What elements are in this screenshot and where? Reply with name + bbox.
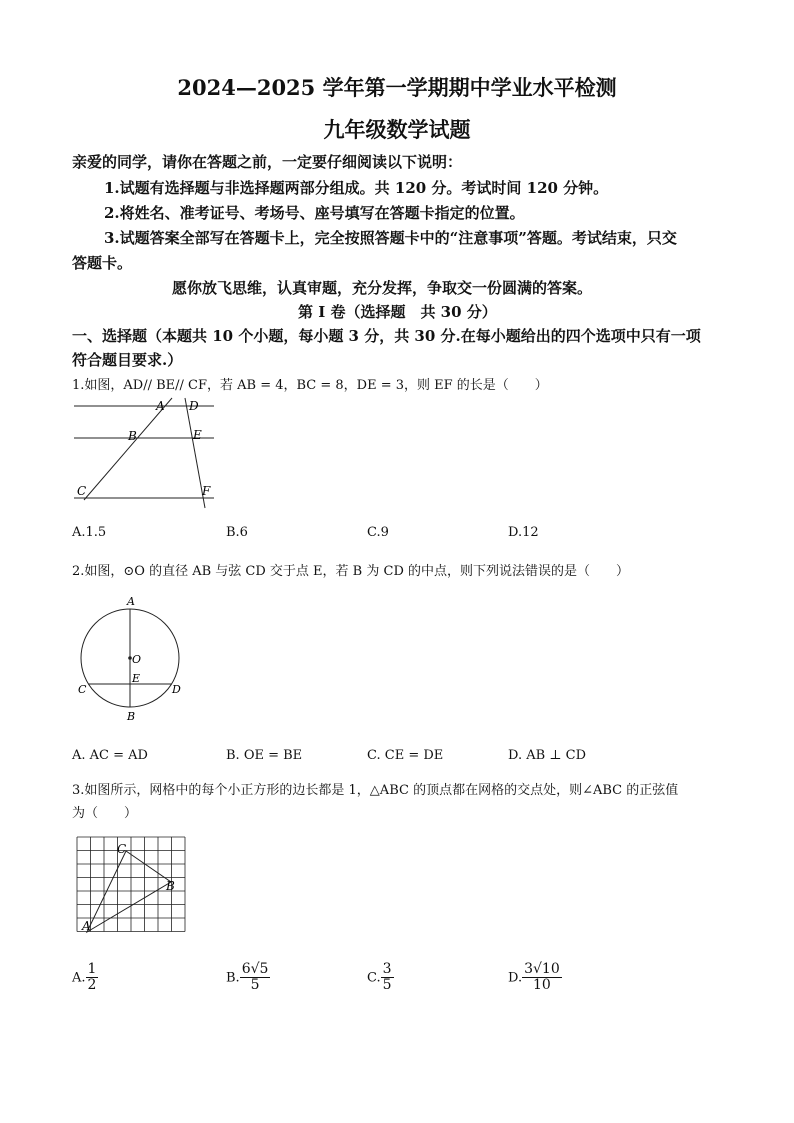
point-label: D — [172, 683, 181, 696]
point-label: E — [193, 428, 202, 442]
fraction — [522, 962, 562, 992]
instructions-wish: 愿你放飞思维，认真审题，充分发挥，争取交一份圆满的答案。 — [172, 279, 593, 297]
denominator: 5 — [250, 976, 260, 993]
question-1-figure — [72, 396, 222, 512]
point-label: A — [82, 919, 91, 933]
point-label: B — [166, 879, 175, 893]
numerator: 3 — [382, 961, 392, 977]
question-3-figure — [72, 834, 188, 936]
numerator: 3√10 — [524, 961, 560, 977]
question-3-stem-line1: 3.如图所示，网格中的每个小正方形的边长都是 1，△ABC 的顶点都在网格的交点处，则∠ABC 的正弦值 — [72, 783, 679, 798]
question-3-option-d — [508, 962, 562, 992]
point-label: A — [156, 399, 165, 413]
point-label: O — [132, 653, 142, 666]
point-label: B — [127, 710, 136, 723]
denominator: 2 — [87, 976, 97, 993]
fraction — [381, 962, 394, 992]
question-2-option-c: C. CE = DE — [367, 748, 444, 763]
instructions-greeting: 亲爱的同学，请你在答题之前，一定要仔细阅读以下说明： — [72, 153, 463, 171]
point-label: D — [189, 399, 199, 413]
fraction — [86, 962, 99, 992]
question-1-stem: 1.如图，AD// BE// CF，若 AB = 4，BC = 8，DE = 3，则 EF 的长是（ ） — [72, 378, 548, 393]
instruction-item-1: 1.试题有选择题与非选择题两部分组成。共 120 分。考试时间 120 分钟。 — [104, 179, 609, 197]
instruction-item-3-line2: 答题卡。 — [72, 254, 133, 272]
option-label: A. — [72, 970, 86, 986]
instruction-item-2: 2.将姓名、准考证号、考场号、座号填写在答题卡指定的位置。 — [104, 204, 525, 222]
question-1-option-d: D.12 — [508, 525, 539, 540]
question-3-option-c — [367, 962, 394, 992]
question-2-stem: 2.如图，⊙O 的直径 AB 与弦 CD 交于点 E，若 B 为 CD 的中点，则下列说法错误的是（ ） — [72, 564, 630, 579]
numerator: 6√5 — [241, 961, 269, 977]
point-label: B — [128, 429, 137, 443]
point-label: E — [132, 672, 141, 685]
question-2-option-b: B. OE = BE — [226, 748, 303, 763]
question-3-option-a — [72, 962, 98, 992]
point-label: C — [78, 683, 87, 696]
option-label: C. — [367, 970, 381, 986]
instruction-item-3-line1: 3.试题答案全部写在答题卡上，完全按照答题卡中的“注意事项”答题。考试结束，只交 — [104, 229, 677, 247]
point-label: C — [117, 842, 127, 856]
question-2-figure — [72, 592, 188, 726]
exam-subtitle: 九年级数学试题 — [323, 117, 471, 142]
question-2-option-d: D. AB ⊥ CD — [508, 748, 587, 763]
point-label: F — [202, 484, 211, 498]
numerator: 1 — [87, 961, 97, 977]
question-1-option-b: B.6 — [226, 525, 248, 540]
denominator: 10 — [533, 976, 551, 993]
question-1-option-a: A.1.5 — [72, 525, 107, 540]
section-heading: 第 I 卷（选择题 共 30 分） — [298, 303, 497, 321]
point-label: C — [77, 484, 87, 498]
exam-title: 2024—2025 学年第一学期期中学业水平检测 — [177, 75, 617, 100]
part-description-line1: 一、选择题（本题共 10 个小题，每小题 3 分，共 30 分.在每小题给出的四个选项中只有一项 — [72, 327, 701, 345]
part-description-line2: 符合题目要求.） — [72, 351, 183, 369]
transversal-ac — [84, 398, 172, 500]
option-label: D. — [508, 970, 523, 986]
question-3-stem-line2: 为（ ） — [72, 806, 138, 821]
question-1-option-c: C.9 — [367, 525, 389, 540]
denominator: 5 — [382, 976, 392, 993]
fraction — [240, 962, 271, 992]
question-2-option-a: A. AC = AD — [72, 748, 148, 763]
option-label: B. — [226, 970, 240, 986]
question-3-option-b — [226, 962, 270, 992]
point-label: A — [127, 595, 135, 608]
